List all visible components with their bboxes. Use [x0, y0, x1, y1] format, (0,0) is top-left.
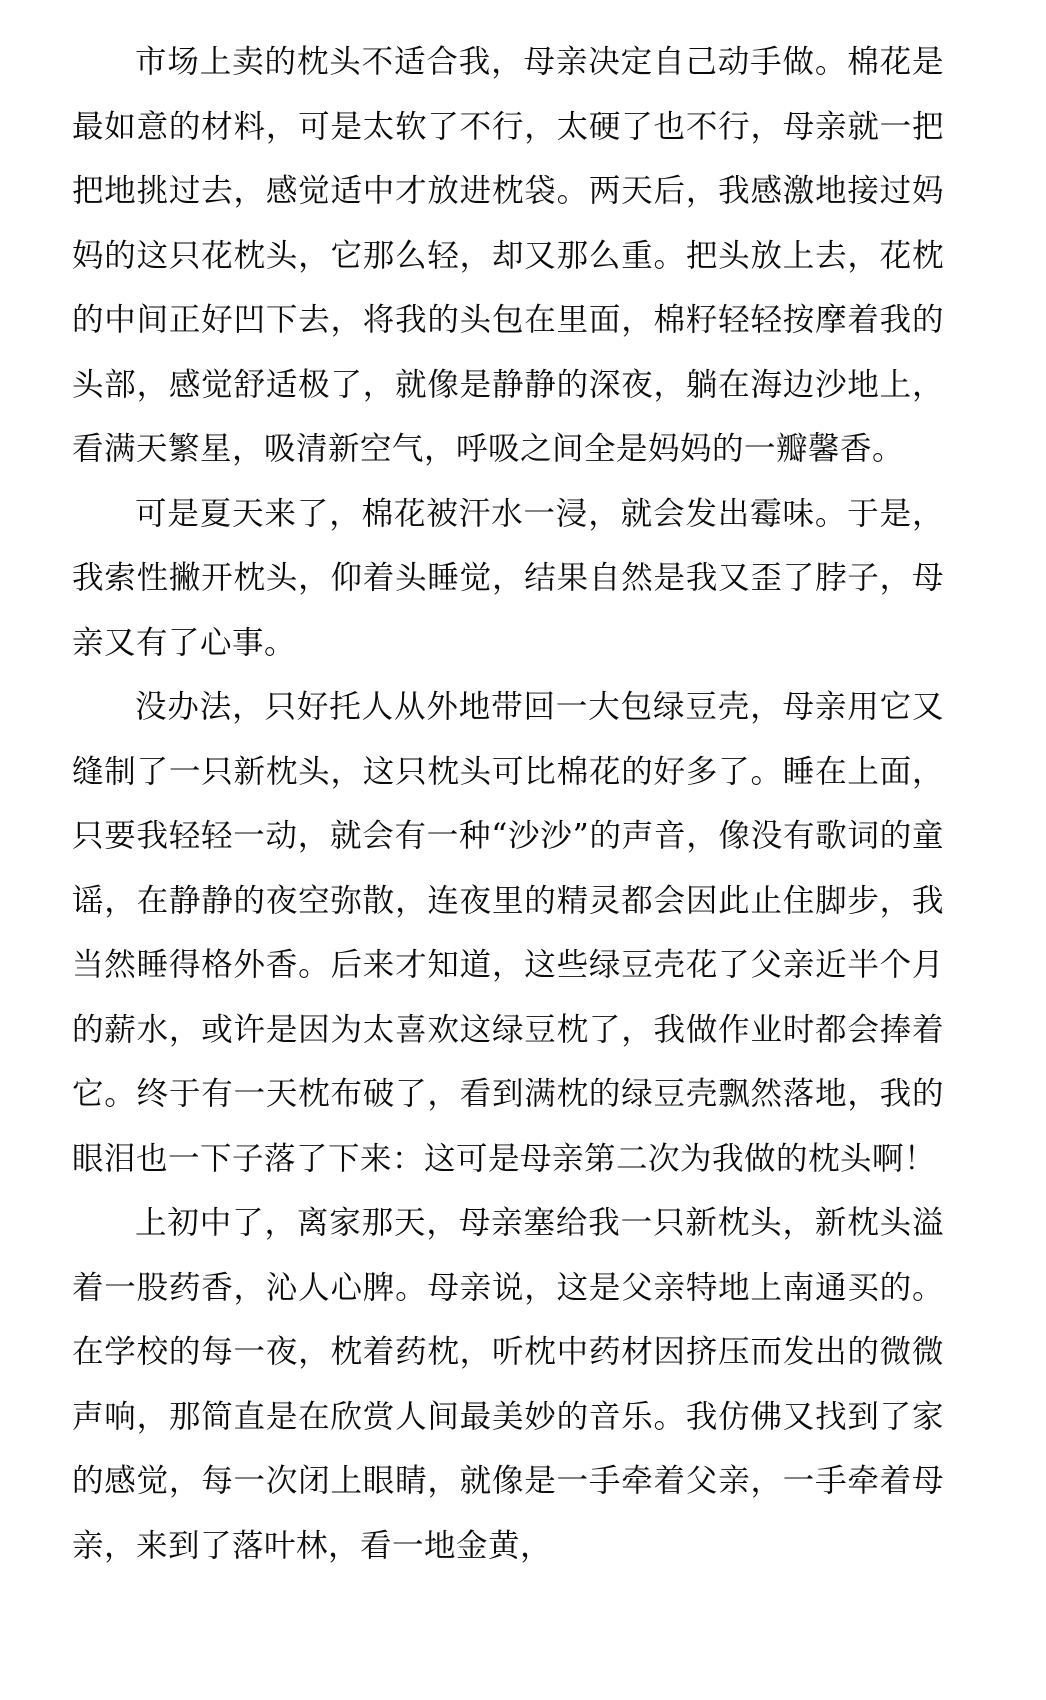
paragraph-3: 没办法，只好托人从外地带回一大包绿豆壳，母亲用它又缝制了一只新枕头，这只枕头可比棉花的好多了。睡在上面，只要我轻轻一动，就会有一种“沙沙”的声音，像没有歌词的童谣，在静静的夜空弥散，连夜里的精灵都会因此止住脚步，我当然睡得格外香。后来才知道，这些绿豆壳花了父亲近半个月的薪水，或许是因为太喜欢这绿豆枕了，我做作业时都会捧着它。终于有一天枕布破了，看到满枕的绿豆壳飘然落地，我的眼泪也一下子落了下来：这可是母亲第二次为我做的枕头啊！ — [72, 689, 944, 1177]
body-text-column — [72, 30, 944, 1578]
paragraph-1: 市场上卖的枕头不适合我，母亲决定自己动手做。棉花是最如意的材料，可是太软了不行，太硬了也不行，母亲就一把把地挑过去，感觉适中才放进枕袋。两天后，我感激地接过妈妈的这只花枕头，它那么轻，却又那么重。把头放上去，花枕的中间正好凹下去，将我的头包在里面，棉籽轻轻按摩着我的头部，感觉舒适极了，就像是静静的深夜，躺在海边沙地上，看满天繁星，吸清新空气，呼吸之间全是妈妈的一瓣馨香。 — [72, 44, 944, 467]
paragraph-2: 可是夏天来了，棉花被汗水一浸，就会发出霉味。于是，我索性撇开枕头，仰着头睡觉，结果自然是我又歪了脖子，母亲又有了心事。 — [72, 495, 944, 661]
paragraph-4: 上初中了，离家那天，母亲塞给我一只新枕头，新枕头溢着一股药香，沁人心脾。母亲说，这是父亲特地上南通买的。在学校的每一夜，枕着药枕，听枕中药材因挤压而发出的微微声响，那简直是在欣赏人间最美妙的音乐。我仿佛又找到了家的感觉，每一次闭上眼睛，就像是一手牵着父亲，一手牵着母亲，来到了落叶林，看一地金黄， — [72, 1205, 944, 1564]
